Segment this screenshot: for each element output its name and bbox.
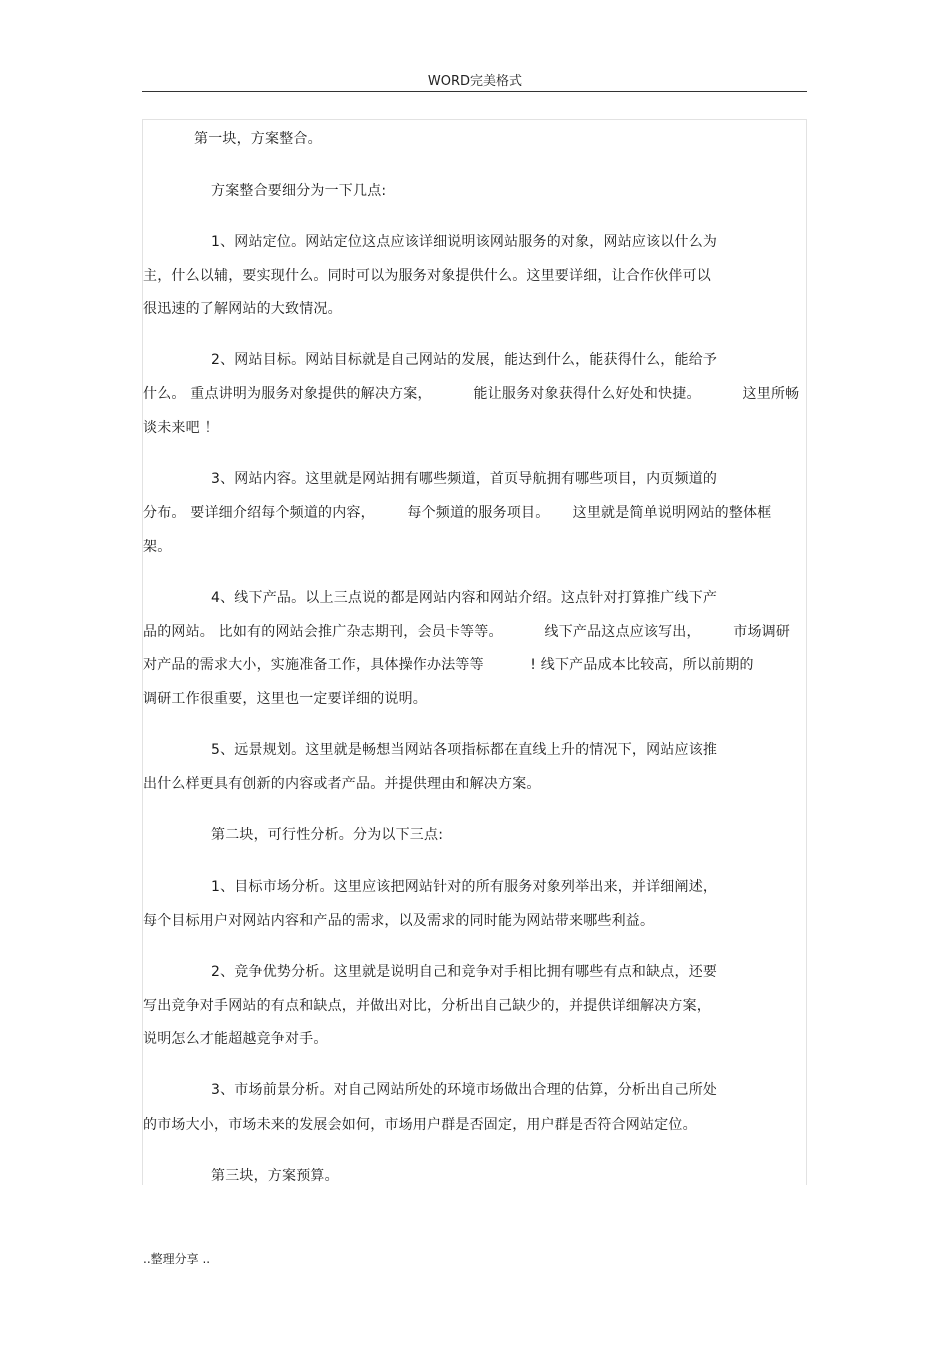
paragraph-line: 出什么样更具有创新的内容或者产品。并提供理由和解决方案。: [143, 776, 541, 792]
paragraph-line: 2、网站目标。网站目标就是自己网站的发展，能达到什么，能获得什么，能给予: [211, 352, 718, 368]
paragraph-line: 方案整合要细分为一下几点:: [211, 183, 387, 199]
section-heading: 第二块，可行性分析。分为以下三点:: [211, 827, 444, 843]
paragraph-line: 1、目标市场分析。这里应该把网站针对的所有服务对象列举出来，并详细阐述，: [211, 879, 718, 895]
paragraph-line: 3、网站内容。这里就是网站拥有哪些频道，首页导航拥有哪些项目，内页频道的: [211, 471, 718, 487]
paragraph-line: 很迅速的了解网站的大致情况。: [143, 301, 342, 317]
paragraph-line: 对产品的需求大小，实施准备工作，具体操作办法等等 ! 线下产品成本比较高，所以前期的: [143, 657, 754, 673]
paragraph-line: 分布。 要详细介绍每个频道的内容， 每个频道的服务项目。 这里就是简单说明网站的整体框: [143, 505, 772, 521]
paragraph-line: 什么。 重点讲明为服务对象提供的解决方案， 能让服务对象获得什么好处和快捷。 这里所畅: [143, 386, 800, 402]
section-heading: 第三块，方案预算。: [211, 1168, 339, 1184]
paragraph-line: 4、线下产品。以上三点说的都是网站内容和网站介绍。这点针对打算推广线下产: [211, 590, 718, 606]
paragraph-line: 谈未来吧 ！: [143, 420, 219, 436]
content-box-top-border: [142, 119, 807, 120]
page-footer: ..整理分享 ..: [143, 1252, 211, 1266]
page-header-title: WORD完美格式: [427, 74, 523, 89]
paragraph-line: 调研工作很重要，这里也一定要详细的说明。: [143, 691, 427, 707]
paragraph-line: 主，什么以辅，要实现什么。同时可以为服务对象提供什么。这里要详细，让合作伙伴可以: [143, 268, 711, 284]
paragraph-line: 3、市场前景分析。对自己网站所处的环境市场做出合理的估算，分析出自己所处: [211, 1082, 718, 1098]
paragraph-line: 1、网站定位。网站定位这点应该详细说明该网站服务的对象，网站应该以什么为: [211, 234, 718, 250]
paragraph-line: 品的网站。 比如有的网站会推广杂志期刊，会员卡等等。 线下产品这点应该写出， 市场调研: [143, 624, 791, 640]
section-heading: 第一块，方案整合。: [194, 131, 322, 147]
content-box-right-border: [806, 119, 807, 1185]
paragraph-line: 说明怎么才能超越竞争对手。: [143, 1031, 328, 1047]
paragraph-line: 写出竞争对手网站的有点和缺点，并做出对比，分析出自己缺少的，并提供详细解决方案，: [143, 998, 711, 1014]
paragraph-line: 2、竞争优势分析。这里就是说明自己和竞争对手相比拥有哪些有点和缺点，还要: [211, 964, 718, 980]
header-rule: [142, 91, 807, 92]
paragraph-line: 的市场大小，市场未来的发展会如何，市场用户群是否固定，用户群是否符合网站定位。: [143, 1117, 697, 1133]
paragraph-line: 5、远景规划。这里就是畅想当网站各项指标都在直线上升的情况下，网站应该推: [211, 742, 718, 758]
paragraph-line: 架。: [143, 539, 172, 555]
paragraph-line: 每个目标用户对网站内容和产品的需求，以及需求的同时能为网站带来哪些利益。: [143, 913, 655, 929]
